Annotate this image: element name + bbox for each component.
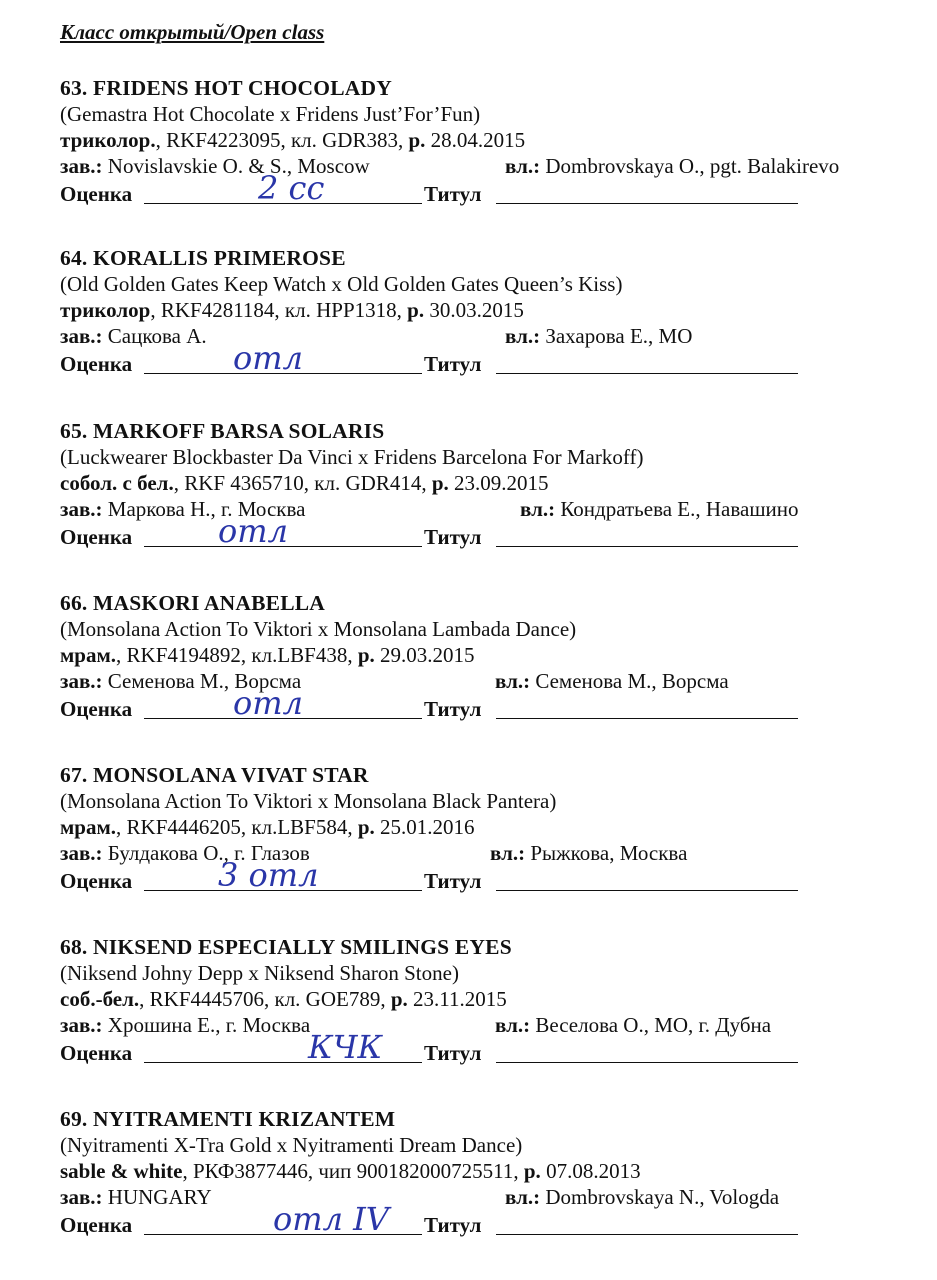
entry-birth-label: р. [357,815,375,839]
title-label: Титул [424,182,482,206]
handwritten-grade [148,339,418,379]
entry-reg: , RKF4223095, кл. GDR383, [155,128,409,152]
entry-owner: Рыжкова, Москва [525,841,688,865]
entry-grade-row [60,684,860,726]
handwritten-grade [148,1028,418,1068]
title-field[interactable] [496,890,798,891]
grade-label: Оценка [60,525,133,549]
entry-heading: 68. NIKSEND ESPECIALLY SMILINGS EYES [60,935,512,959]
entry-parents: (Monsolana Action To Viktori x Monsolana Lambada Dance) [60,617,577,641]
entry-heading: 69. NYITRAMENTI KRIZANTEM [60,1107,396,1131]
entry-registration [60,297,524,323]
owner-label: вл.: [520,497,556,521]
entry-color: триколор. [60,128,156,152]
entry-reg: , RKF4281184, кл. HPP1318, [150,298,408,322]
entry-color: мрам. [60,815,117,839]
owner-group [505,323,692,349]
handwritten-grade [148,856,418,896]
entry-color: соб.-бел. [60,987,140,1011]
entry-birth: 28.04.2015 [425,128,526,152]
entry-registration [60,814,475,840]
entry-birth: 29.03.2015 [374,643,475,667]
handwritten-grade-text: отл IV [273,1200,389,1238]
entry-birth: 23.09.2015 [448,471,549,495]
entry-birth-label: р. [523,1159,541,1183]
entry-birth: 07.08.2013 [540,1159,641,1183]
breeder-label: зав.: [60,841,103,865]
owner-group [505,153,839,179]
title-label: Титул [424,352,482,376]
entry-color: триколор [60,298,151,322]
entry-birth-label: р. [408,128,426,152]
entry-heading: 65. MARKOFF BARSA SOLARIS [60,419,385,443]
owner-label: вл.: [505,1185,541,1209]
entry-grade-row [60,1200,860,1242]
breeder-label: зав.: [60,324,103,348]
grade-label: Оценка [60,352,133,376]
entry-reg: , РКФ3877446, чип 900182000725511, [182,1159,524,1183]
breeder-label: зав.: [60,154,103,178]
entry-grade-row [60,1028,860,1070]
owner-group [520,496,798,522]
title-label: Титул [424,869,482,893]
entry-reg: , RKF4445706, кл. GOE789, [139,987,391,1011]
owner-group [495,668,729,694]
owner-label: вл.: [495,1013,531,1037]
title-field[interactable] [496,1062,798,1063]
title-label: Титул [424,1041,482,1065]
entry-breeder: Novislavskie O. & S., Moscow [102,154,370,178]
breeder-label: зав.: [60,1013,103,1037]
entry-reg: , RKF 4365710, кл. GDR414, [173,471,432,495]
entry-birth-label: р. [390,987,408,1011]
title-field[interactable] [496,373,798,374]
entry-heading: 64. KORALLIS PRIMEROSE [60,246,346,270]
grade-label: Оценка [60,869,133,893]
breeder-label: зав.: [60,1185,103,1209]
entry-registration [60,986,507,1012]
title-label: Титул [424,697,482,721]
entry-owner: Веселова О., МО, г. Дубна [530,1013,772,1037]
class-title: Класс открытый/Open class [60,20,325,44]
handwritten-grade-text: отл [218,512,288,550]
entry-registration [60,127,525,153]
entry-birth-label: р. [407,298,425,322]
handwritten-grade-text: 2 cc [258,169,325,207]
handwritten-grade [148,684,418,724]
entry-owner: Dombrovskaya O., pgt. Balakirevo [540,154,840,178]
entry-birth: 25.01.2016 [374,815,475,839]
grade-label: Оценка [60,182,133,206]
entry-parents: (Niksend Johny Depp x Niksend Sharon Stone) [60,961,459,985]
grade-label: Оценка [60,1041,133,1065]
entry-birth: 30.03.2015 [424,298,524,322]
entry-owner: Захарова Е., МО [540,324,693,348]
handwritten-grade [148,1200,418,1240]
title-field[interactable] [496,1234,798,1235]
entry-grade-row [60,339,860,381]
owner-group [490,840,687,866]
entry-parents: (Monsolana Action To Viktori x Monsolana Black Pantera) [60,789,557,813]
entry-breeder: Хрошина Е., г. Москва [102,1013,311,1037]
entry-breeder: Сацкова А. [102,324,207,348]
owner-label: вл.: [505,154,541,178]
entry-breeder: Семенова М., Ворсма [102,669,302,693]
title-label: Титул [424,525,482,549]
entry-registration [60,642,475,668]
owner-group [505,1184,779,1210]
entry-owner: Семенова М., Ворсма [530,669,729,693]
entry-heading: 63. FRIDENS HOT CHOCOLADY [60,76,392,100]
breeder-label: зав.: [60,669,103,693]
entry-parents: (Old Golden Gates Keep Watch x Old Golden Gates Queen’s Kiss) [60,272,623,296]
title-field[interactable] [496,203,798,204]
entry-grade-row [60,856,860,898]
entry-color: sable & white [60,1159,183,1183]
entry-birth: 23.11.2015 [407,987,507,1011]
handwritten-grade-text: 3 отл [218,856,319,894]
grade-label: Оценка [60,697,133,721]
entry-birth-label: р. [431,471,449,495]
entry-owner: Dombrovskaya N., Vologda [540,1185,780,1209]
entry-breeder: HUNGARY [102,1185,212,1209]
handwritten-grade-text: КЧК [308,1028,383,1066]
handwritten-grade-text: отл [233,684,303,722]
title-field[interactable] [496,718,798,719]
entry-grade-row [60,512,860,554]
entry-color: мрам. [60,643,117,667]
entry-heading: 67. MONSOLANA VIVAT STAR [60,763,369,787]
entry-registration [60,1158,641,1184]
entry-grade-row [60,169,860,211]
owner-label: вл.: [490,841,526,865]
entry-breeder: Маркова Н., г. Москва [102,497,306,521]
entry-breeder: Булдакова О., г. Глазов [102,841,310,865]
entry-color: собол. с бел. [60,471,174,495]
entry-heading: 66. MASKORI ANABELLA [60,591,326,615]
title-field[interactable] [496,546,798,547]
entry-reg: , RKF4194892, кл.LBF438, [116,643,358,667]
owner-label: вл.: [505,324,541,348]
title-label: Титул [424,1213,482,1237]
grade-label: Оценка [60,1213,133,1237]
entry-parents: (Luckwearer Blockbaster Da Vinci x Fridens Barcelona For Markoff) [60,445,644,469]
entry-parents: (Nyitramenti X-Tra Gold x Nyitramenti Dream Dance) [60,1133,523,1157]
owner-group [495,1012,771,1038]
breeder-label: зав.: [60,497,103,521]
entry-reg: , RKF4446205, кл.LBF584, [116,815,358,839]
entry-parents: (Gemastra Hot Chocolate x Fridens Just’For’Fun) [60,102,481,126]
handwritten-grade [148,169,418,209]
entry-birth-label: р. [357,643,375,667]
handwritten-grade [148,512,418,552]
entry-registration [60,470,549,496]
handwritten-grade-text: отл [233,339,303,377]
owner-label: вл.: [495,669,531,693]
entry-owner: Кондратьева Е., Навашино [555,497,799,521]
